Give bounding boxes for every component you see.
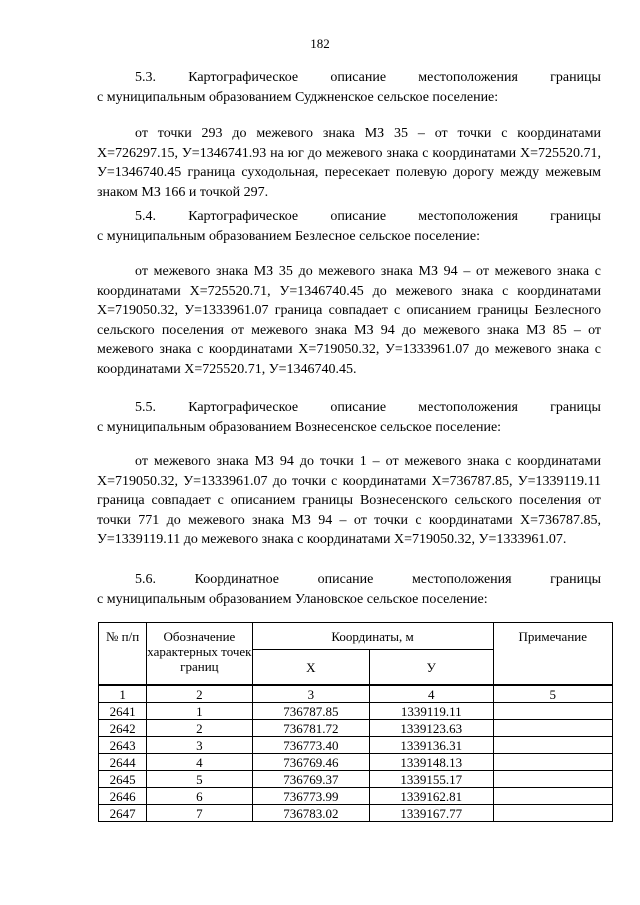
heading-word: описание <box>330 70 387 85</box>
section-5-5-body: от межевого знака МЗ 94 до точки 1 – от межевого знака с координатами Х=719050.32, У=1333961.07 до точки с координатами Х=736787.85, У=1339119.11 граница совпадает с описанием границы Вознесенского сельского поселения от точки 771 до межевого знака МЗ 94 – от точки с координатами Х=736787.85, У=1339119.11 до межевого знака с координатами Х=719050.32, У=1333961.07. <box>97 454 601 547</box>
table-row <box>99 737 613 754</box>
column-number: 3 <box>252 685 369 703</box>
table-row <box>99 771 613 788</box>
note <box>493 788 612 805</box>
coord-y: 1339167.77 <box>370 805 493 822</box>
heading-word: Картографическое <box>188 400 299 415</box>
column-numbering-row <box>99 685 613 703</box>
note <box>493 805 612 822</box>
row-num: 2642 <box>99 720 147 737</box>
heading-word: описание <box>330 400 387 415</box>
heading-word: описание <box>330 209 387 224</box>
header-y: У <box>370 650 493 686</box>
table-row <box>99 788 613 805</box>
section-subtitle: с муниципальным образованием Улановское сельское поселение: <box>97 592 488 607</box>
section-5-4-body: от межевого знака МЗ 35 до межевого знака МЗ 94 – от межевого знака с координатами Х=725520.71, У=1346740.45 до межевого знака с координатами Х=719050.32, У=1333961.07 граница совпадает с описанием границы Безлесного сельского поселения от межевого знака МЗ 94 до межевого знака МЗ 85 – от межевого знака с координатами Х=719050.32, У=1333961.07 до межевого знака с координатами Х=725520.71, У=1346740.45. <box>97 264 601 377</box>
heading-word: Координатное <box>194 572 279 587</box>
heading-word: границы <box>550 209 601 224</box>
section-5-6-heading <box>97 570 601 610</box>
coord-y: 1339136.31 <box>370 737 493 754</box>
row-num: 2646 <box>99 788 147 805</box>
heading-word: местоположения <box>418 209 518 224</box>
coord-x: 736769.37 <box>252 771 369 788</box>
table-row <box>99 720 613 737</box>
coord-x: 736773.40 <box>252 737 369 754</box>
note <box>493 771 612 788</box>
coordinates-table <box>98 622 613 822</box>
point-id: 3 <box>147 737 252 754</box>
heading-word: местоположения <box>411 572 512 587</box>
row-num: 2641 <box>99 703 147 720</box>
row-num: 2645 <box>99 771 147 788</box>
row-num: 2644 <box>99 754 147 771</box>
section-number: 5.3. <box>135 70 156 85</box>
coord-y: 1339119.11 <box>370 703 493 720</box>
row-num: 2647 <box>99 805 147 822</box>
table-row <box>99 805 613 822</box>
point-id: 2 <box>147 720 252 737</box>
heading-word: местоположения <box>418 70 518 85</box>
column-number: 2 <box>147 685 252 703</box>
section-number: 5.5. <box>135 400 156 415</box>
note <box>493 720 612 737</box>
note <box>493 754 612 771</box>
coord-x: 736773.99 <box>252 788 369 805</box>
table-row <box>99 754 613 771</box>
coord-y: 1339155.17 <box>370 771 493 788</box>
header-x: Х <box>252 650 369 686</box>
page-number: 182 <box>310 36 330 51</box>
section-subtitle: с муниципальным образованием Суджненское сельское поселение: <box>97 90 499 105</box>
heading-word: Картографическое <box>188 70 299 85</box>
coord-y: 1339148.13 <box>370 754 493 771</box>
section-number: 5.4. <box>135 209 156 224</box>
heading-word: границы <box>550 400 601 415</box>
point-id: 6 <box>147 788 252 805</box>
coord-y: 1339162.81 <box>370 788 493 805</box>
note <box>493 703 612 720</box>
table-row <box>99 703 613 720</box>
heading-word: местоположения <box>418 400 518 415</box>
coord-x: 736783.02 <box>252 805 369 822</box>
coord-y: 1339123.63 <box>370 720 493 737</box>
heading-word: описание <box>317 572 374 587</box>
heading-word: границы <box>550 572 601 587</box>
column-number: 1 <box>99 685 147 703</box>
coord-x: 736781.72 <box>252 720 369 737</box>
coord-x: 736769.46 <box>252 754 369 771</box>
section-subtitle: с муниципальным образованием Безлесное сельское поселение: <box>97 229 480 244</box>
section-5-3-heading <box>97 68 601 108</box>
row-num: 2643 <box>99 737 147 754</box>
section-5-5-heading <box>97 398 601 438</box>
point-id: 4 <box>147 754 252 771</box>
table-header-row <box>99 623 613 650</box>
header-num: № п/п <box>99 623 147 686</box>
heading-word: границы <box>550 70 601 85</box>
section-5-3-body: от точки 293 до межевого знака МЗ 35 – от точки с координатами Х=726297.15, У=1346741.93 на юг до межевого знака с координатами Х=725520.71, У=1346740.45 граница суходольная, пересекает полевую дорогу между межевым знаком МЗ 166 и точкой 297. <box>97 126 601 200</box>
coord-x: 736787.85 <box>252 703 369 720</box>
header-coords: Координаты, м <box>252 623 493 650</box>
point-id: 5 <box>147 771 252 788</box>
section-number: 5.6. <box>135 572 156 587</box>
header-designation: Обозначение характерных точек границ <box>147 623 252 686</box>
point-id: 1 <box>147 703 252 720</box>
heading-word: Картографическое <box>188 209 299 224</box>
header-note: Примечание <box>493 623 612 686</box>
section-subtitle: с муниципальным образованием Вознесенское сельское поселение: <box>97 420 502 435</box>
note <box>493 737 612 754</box>
column-number: 5 <box>493 685 612 703</box>
section-5-4-heading <box>97 207 601 247</box>
point-id: 7 <box>147 805 252 822</box>
column-number: 4 <box>370 685 493 703</box>
